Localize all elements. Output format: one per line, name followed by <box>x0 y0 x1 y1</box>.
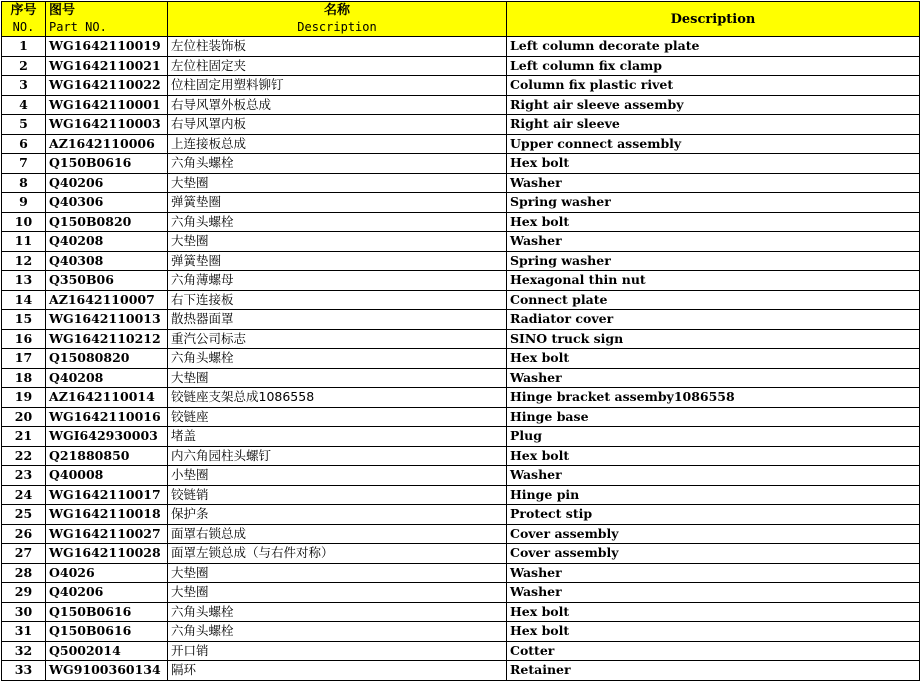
part-description: Hex bolt <box>507 349 920 369</box>
part-description: Right air sleeve assemby <box>507 95 920 115</box>
part-number: WG1642110018 <box>46 505 168 525</box>
part-description: Washer <box>507 563 920 583</box>
part-name-cn: 重汽公司标志 <box>168 329 507 349</box>
part-number: WG1642110021 <box>46 56 168 76</box>
part-name-cn: 大垫圈 <box>168 232 507 252</box>
row-number: 31 <box>2 622 46 642</box>
part-description: Hexagonal thin nut <box>507 271 920 291</box>
table-row <box>2 583 920 603</box>
part-number: AZ1642110014 <box>46 388 168 408</box>
part-name-cn: 大垫圈 <box>168 368 507 388</box>
header-part-en: Part NO. <box>49 20 107 34</box>
header-name <box>168 2 507 37</box>
part-description: Protect stip <box>507 505 920 525</box>
header-row <box>2 2 920 37</box>
part-number: WG1642110003 <box>46 115 168 135</box>
row-number: 21 <box>2 427 46 447</box>
part-description: SINO truck sign <box>507 329 920 349</box>
part-description: Hex bolt <box>507 154 920 174</box>
table-row <box>2 271 920 291</box>
part-name-cn: 六角头螺栓 <box>168 154 507 174</box>
part-description: Hex bolt <box>507 602 920 622</box>
part-name-cn: 散热器面罩 <box>168 310 507 330</box>
part-number: Q40308 <box>46 251 168 271</box>
part-description: Hex bolt <box>507 212 920 232</box>
part-number: Q350B06 <box>46 271 168 291</box>
table-row <box>2 446 920 466</box>
header-no-en: NO. <box>12 20 35 34</box>
row-number: 8 <box>2 173 46 193</box>
part-description: Washer <box>507 583 920 603</box>
row-number: 17 <box>2 349 46 369</box>
part-description: Hex bolt <box>507 446 920 466</box>
part-number: AZ1642110007 <box>46 290 168 310</box>
table-row <box>2 427 920 447</box>
table-row <box>2 251 920 271</box>
row-number: 2 <box>2 56 46 76</box>
part-name-cn: 面罩左锁总成（与右件对称） <box>168 544 507 564</box>
row-number: 22 <box>2 446 46 466</box>
row-number: 3 <box>2 76 46 96</box>
part-name-cn: 小垫圈 <box>168 466 507 486</box>
part-description: Spring washer <box>507 251 920 271</box>
part-description: Spring washer <box>507 193 920 213</box>
table-row <box>2 641 920 661</box>
part-name-cn: 内六角园柱头螺钉 <box>168 446 507 466</box>
part-description: Connect plate <box>507 290 920 310</box>
row-number: 20 <box>2 407 46 427</box>
part-number: WG1642110013 <box>46 310 168 330</box>
table-row <box>2 37 920 57</box>
part-number: Q15080820 <box>46 349 168 369</box>
part-description: Cover assembly <box>507 544 920 564</box>
part-number: Q21880850 <box>46 446 168 466</box>
row-number: 29 <box>2 583 46 603</box>
table-row <box>2 115 920 135</box>
part-number: Q40208 <box>46 232 168 252</box>
part-description: Cotter <box>507 641 920 661</box>
table-row <box>2 154 920 174</box>
part-description: Washer <box>507 232 920 252</box>
part-name-cn: 六角头螺栓 <box>168 622 507 642</box>
part-description: Left column decorate plate <box>507 37 920 57</box>
table-row <box>2 212 920 232</box>
row-number: 10 <box>2 212 46 232</box>
part-number: Q150B0820 <box>46 212 168 232</box>
table-body <box>2 37 920 681</box>
part-name-cn: 左位柱装饰板 <box>168 37 507 57</box>
row-number: 11 <box>2 232 46 252</box>
part-number: AZ1642110006 <box>46 134 168 154</box>
table-row <box>2 563 920 583</box>
table-row <box>2 329 920 349</box>
row-number: 7 <box>2 154 46 174</box>
table-row <box>2 368 920 388</box>
table-row <box>2 193 920 213</box>
table-row <box>2 505 920 525</box>
row-number: 32 <box>2 641 46 661</box>
part-description: Radiator cover <box>507 310 920 330</box>
part-number: Q150B0616 <box>46 602 168 622</box>
part-number: WG1642110212 <box>46 329 168 349</box>
row-number: 23 <box>2 466 46 486</box>
part-name-cn: 弹簧垫圈 <box>168 251 507 271</box>
part-description: Plug <box>507 427 920 447</box>
table-row <box>2 232 920 252</box>
part-name-cn: 位柱固定用塑料铆钉 <box>168 76 507 96</box>
row-number: 4 <box>2 95 46 115</box>
part-description: Column fix plastic rivet <box>507 76 920 96</box>
header-name-en: Description <box>297 20 377 34</box>
part-name-cn: 右导风罩外板总成 <box>168 95 507 115</box>
row-number: 6 <box>2 134 46 154</box>
part-number: Q40206 <box>46 173 168 193</box>
table-row <box>2 485 920 505</box>
table-row <box>2 95 920 115</box>
part-number: WG1642110019 <box>46 37 168 57</box>
table-row <box>2 173 920 193</box>
header-no-cn: 序号 <box>10 3 37 18</box>
part-number: Q150B0616 <box>46 154 168 174</box>
row-number: 5 <box>2 115 46 135</box>
row-number: 25 <box>2 505 46 525</box>
part-description: Washer <box>507 466 920 486</box>
table-row <box>2 407 920 427</box>
table-row <box>2 602 920 622</box>
part-description: Hex bolt <box>507 622 920 642</box>
row-number: 26 <box>2 524 46 544</box>
row-number: 19 <box>2 388 46 408</box>
header-part-cn: 图号 <box>49 3 76 18</box>
table-row <box>2 76 920 96</box>
part-description: Hinge bracket assemby1086558 <box>507 388 920 408</box>
row-number: 27 <box>2 544 46 564</box>
row-number: 24 <box>2 485 46 505</box>
row-number: 16 <box>2 329 46 349</box>
part-name-cn: 堵盖 <box>168 427 507 447</box>
part-name-cn: 大垫圈 <box>168 563 507 583</box>
table-header <box>2 2 920 37</box>
part-name-cn: 开口销 <box>168 641 507 661</box>
part-number: WG1642110001 <box>46 95 168 115</box>
row-number: 30 <box>2 602 46 622</box>
table-row <box>2 56 920 76</box>
row-number: 28 <box>2 563 46 583</box>
part-description: Hinge pin <box>507 485 920 505</box>
part-name-cn: 铰链销 <box>168 485 507 505</box>
part-name-cn: 六角头螺栓 <box>168 212 507 232</box>
part-name-cn: 右导风罩内板 <box>168 115 507 135</box>
row-number: 1 <box>2 37 46 57</box>
table-row <box>2 661 920 681</box>
part-name-cn: 面罩右锁总成 <box>168 524 507 544</box>
part-name-cn: 弹簧垫圈 <box>168 193 507 213</box>
table-row <box>2 134 920 154</box>
part-number: Q40208 <box>46 368 168 388</box>
parts-table <box>1 1 920 681</box>
table-row <box>2 290 920 310</box>
header-description: Description <box>507 2 920 37</box>
part-number: Q150B0616 <box>46 622 168 642</box>
part-name-cn: 大垫圈 <box>168 173 507 193</box>
row-number: 13 <box>2 271 46 291</box>
part-description: Cover assembly <box>507 524 920 544</box>
part-number: Q40206 <box>46 583 168 603</box>
part-description: Retainer <box>507 661 920 681</box>
part-description: Washer <box>507 368 920 388</box>
row-number: 15 <box>2 310 46 330</box>
part-number: Q5002014 <box>46 641 168 661</box>
part-name-cn: 上连接板总成 <box>168 134 507 154</box>
part-name-cn: 保护条 <box>168 505 507 525</box>
part-number: WG1642110027 <box>46 524 168 544</box>
part-description: Washer <box>507 173 920 193</box>
part-name-cn: 六角头螺栓 <box>168 349 507 369</box>
part-name-cn: 右下连接板 <box>168 290 507 310</box>
header-no <box>2 2 46 37</box>
part-name-cn: 左位柱固定夹 <box>168 56 507 76</box>
row-number: 33 <box>2 661 46 681</box>
row-number: 18 <box>2 368 46 388</box>
part-description: Right air sleeve <box>507 115 920 135</box>
table-row <box>2 310 920 330</box>
row-number: 14 <box>2 290 46 310</box>
table-row <box>2 349 920 369</box>
part-name-cn: 六角头螺栓 <box>168 602 507 622</box>
part-number: Q40008 <box>46 466 168 486</box>
part-number: WG1642110016 <box>46 407 168 427</box>
part-number: WG9100360134 <box>46 661 168 681</box>
row-number: 12 <box>2 251 46 271</box>
part-number: WG1642110022 <box>46 76 168 96</box>
part-number: WG1642110028 <box>46 544 168 564</box>
part-name-cn: 铰链座 <box>168 407 507 427</box>
part-description: Left column fix clamp <box>507 56 920 76</box>
part-number: WG1642110017 <box>46 485 168 505</box>
table-row <box>2 524 920 544</box>
part-name-cn: 大垫圈 <box>168 583 507 603</box>
header-part <box>46 2 168 37</box>
part-description: Upper connect assembly <box>507 134 920 154</box>
part-name-cn: 隔环 <box>168 661 507 681</box>
part-number: Q40306 <box>46 193 168 213</box>
part-name-cn: 铰链座支架总成1086558 <box>168 388 507 408</box>
part-number: O4026 <box>46 563 168 583</box>
table-row <box>2 622 920 642</box>
part-description: Hinge base <box>507 407 920 427</box>
part-name-cn: 六角薄螺母 <box>168 271 507 291</box>
row-number: 9 <box>2 193 46 213</box>
table-row <box>2 544 920 564</box>
part-number: WGI642930003 <box>46 427 168 447</box>
table-row <box>2 466 920 486</box>
header-name-cn: 名称 <box>323 3 350 18</box>
table-row <box>2 388 920 408</box>
